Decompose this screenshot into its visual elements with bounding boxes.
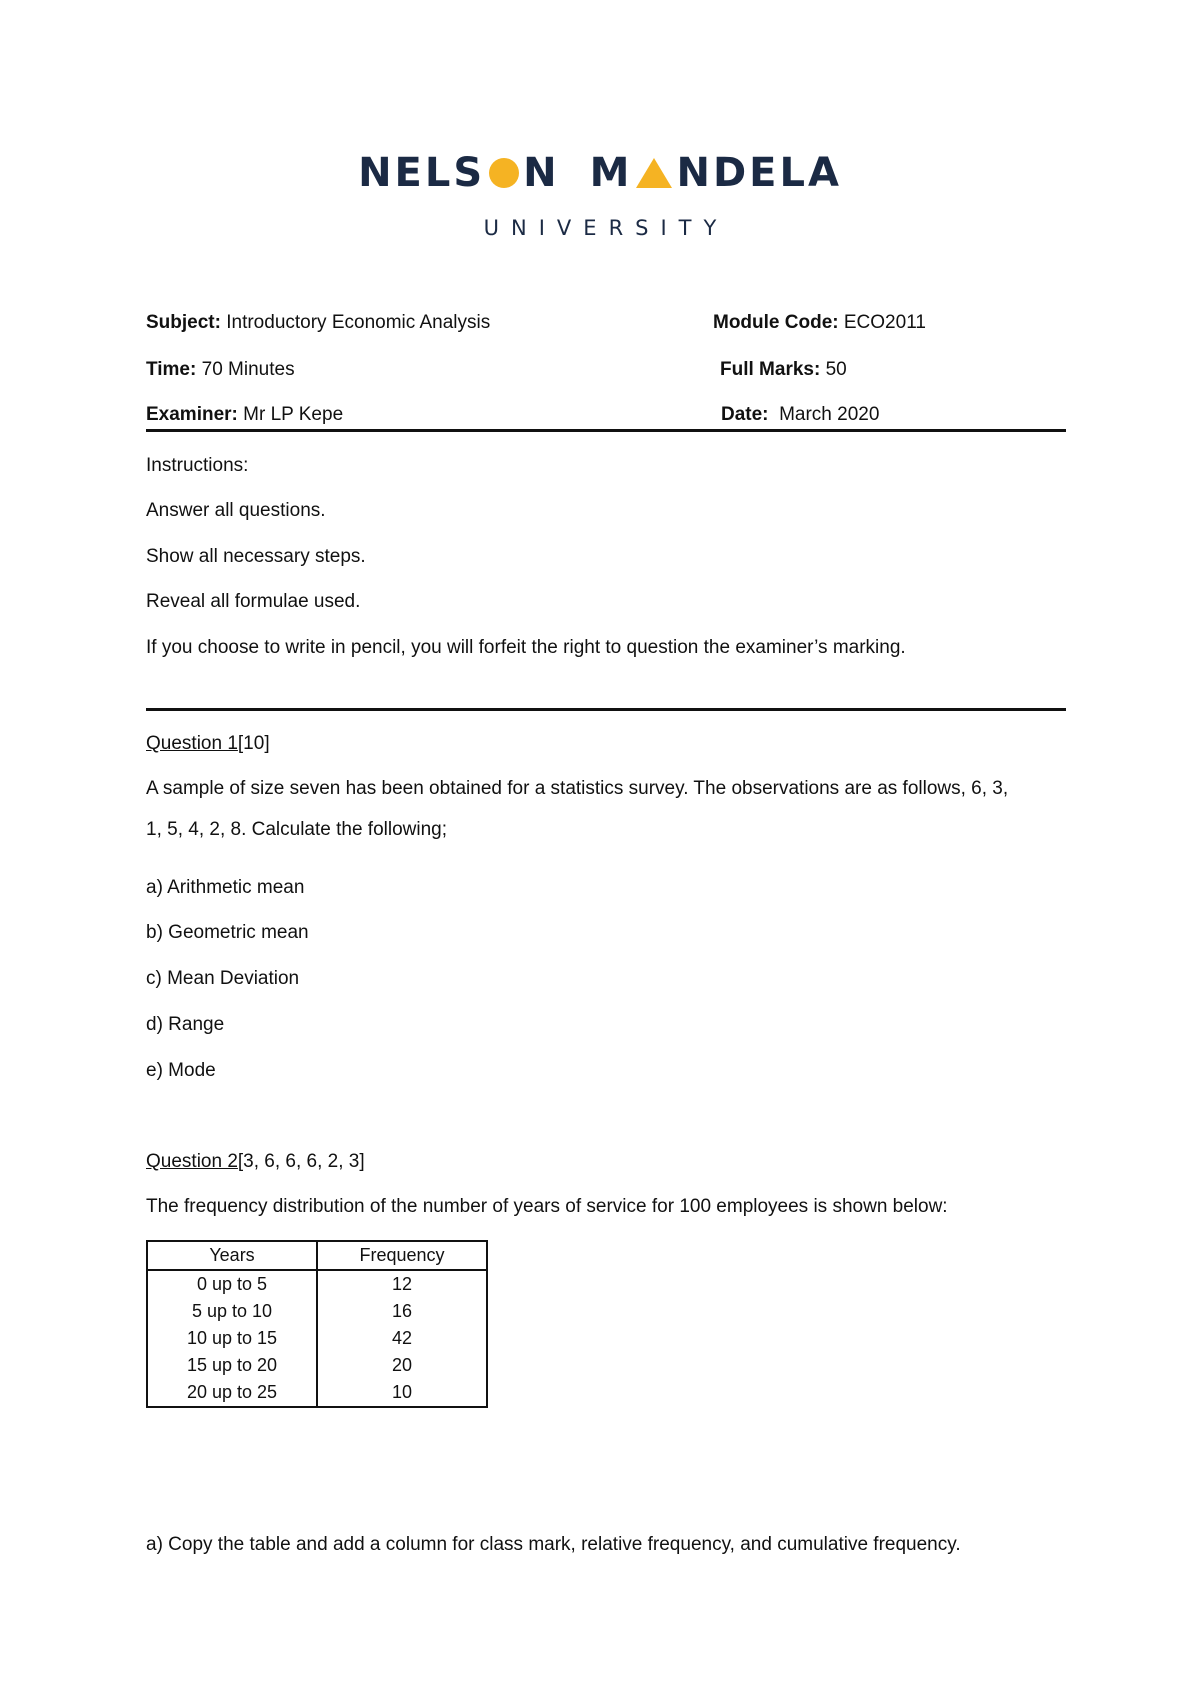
table-cell-years: 0 up to 5: [147, 1270, 317, 1298]
logo-word-nelson: NELS N: [358, 150, 560, 196]
header-divider: [146, 429, 1066, 432]
table-row: [147, 1352, 487, 1379]
table-cell-frequency: 12: [317, 1270, 487, 1298]
full-marks-label: Full Marks:: [720, 359, 821, 380]
question2-text: The frequency distribution of the number of years of service for 100 employees is shown below:: [146, 1196, 948, 1217]
triangle-icon: [636, 158, 672, 188]
examiner-label: Examiner:: [146, 404, 238, 425]
question2-marks: [3, 6, 6, 6, 2, 3]: [237, 1151, 365, 1172]
question2-part-a: a) Copy the table and add a column for class mark, relative frequency, and cumulative frequency.: [146, 1534, 961, 1555]
question1-marks: [10]: [237, 733, 270, 754]
subject-label: Subject:: [146, 312, 221, 333]
instruction-item: Answer all questions.: [146, 500, 326, 521]
date-value: March 2020: [768, 404, 880, 425]
time-label: Time:: [146, 359, 197, 380]
instructions-heading: Instructions:: [146, 455, 249, 476]
module-code-line: [713, 313, 926, 332]
table-row: [147, 1270, 487, 1298]
date-line: [721, 405, 879, 424]
question2-title: Question 2: [146, 1151, 238, 1172]
table-cell-frequency: 10: [317, 1379, 487, 1407]
table-header: Frequency: [317, 1241, 487, 1270]
table-cell-frequency: 20: [317, 1352, 487, 1379]
logo-word-mandela: M NDELA: [589, 150, 842, 196]
question1-title: Question 1: [146, 733, 238, 754]
instruction-item: Reveal all formulae used.: [146, 591, 361, 612]
module-code-label: Module Code:: [713, 312, 839, 333]
question1-part: c) Mean Deviation: [146, 968, 300, 989]
question1-text-line2: 1, 5, 4, 2, 8. Calculate the following;: [146, 819, 448, 840]
table-row: [147, 1379, 487, 1407]
table-row: [147, 1325, 487, 1352]
subject-value: Introductory Economic Analysis: [220, 312, 491, 333]
logo-wordmark: [358, 150, 842, 196]
table-cell-years: 10 up to 15: [147, 1325, 317, 1352]
time-line: [146, 360, 295, 379]
instruction-item: If you choose to write in pencil, you will forfeit the right to question the examiner’s marking.: [146, 637, 906, 658]
table-cell-frequency: 16: [317, 1298, 487, 1325]
question1-text-line1: A sample of size seven has been obtained for a statistics survey. The observations are as follows, 6, 3,: [146, 778, 1009, 799]
question1-part: b) Geometric mean: [146, 922, 309, 943]
question1-part: a) Arithmetic mean: [146, 877, 305, 898]
table-cell-years: 5 up to 10: [147, 1298, 317, 1325]
instructions-divider: [146, 708, 1066, 711]
frequency-table: [146, 1240, 488, 1408]
date-label: Date:: [721, 404, 769, 425]
module-code-value: ECO2011: [838, 312, 926, 333]
table-cell-frequency: 42: [317, 1325, 487, 1352]
table-cell-years: 15 up to 20: [147, 1352, 317, 1379]
sun-circle-icon: [489, 158, 519, 188]
question1-part: e) Mode: [146, 1060, 216, 1081]
question1-heading: [146, 734, 270, 753]
instruction-item: Show all necessary steps.: [146, 546, 366, 567]
examiner-line: [146, 405, 343, 424]
full-marks-line: [720, 360, 847, 379]
subject-line: [146, 313, 490, 332]
table-header: Years: [147, 1241, 317, 1270]
table-row: [147, 1298, 487, 1325]
question1-part: d) Range: [146, 1014, 225, 1035]
examiner-value: Mr LP Kepe: [237, 404, 344, 425]
table-cell-years: 20 up to 25: [147, 1379, 317, 1407]
full-marks-value: 50: [820, 359, 847, 380]
logo-subtitle: UNIVERSITY: [483, 216, 729, 240]
university-logo: [0, 150, 1200, 240]
time-value: 70 Minutes: [196, 359, 295, 380]
question2-heading: [146, 1152, 365, 1171]
